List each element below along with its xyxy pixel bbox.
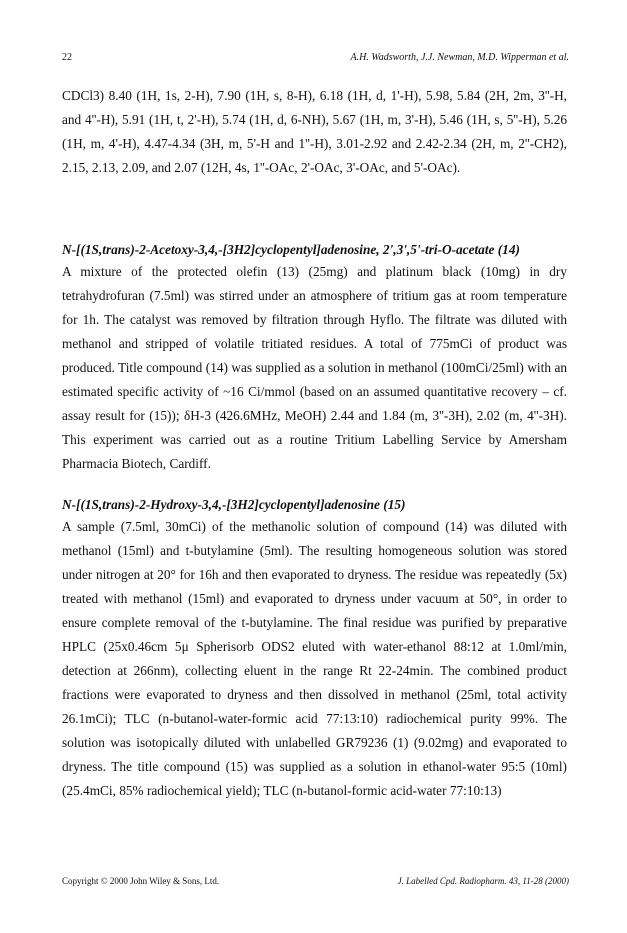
copyright-notice: Copyright © 2000 John Wiley & Sons, Ltd. (62, 876, 220, 886)
paragraph-text: A mixture of the protected olefin (13) (25mg) and platinum black (10mg) in dry tetrahydrofuran (7.5ml) was stirred under an atmosphere of tritium gas at room temperature for 1h. The catalyst was removed by filtration through Hyflo. The filtrate was diluted with methanol and stripped of volatile tritiated residues. A total of 775mCi of product was produced. Title compound (14) was supplied as a solution in methanol (100mCi/25ml) with an estimated specific activity of ~16 Ci/mmol (based on an assumed quantitative recovery – cf. assay result for (15)); δH-3 (426.6MHz, MeOH) 2.44 and 1.84 (m, 3''-3H), 2.02 (m, 4''-3H). This experiment was carried out as a routine Tritium Labelling Service by Amersham Pharmacia Biotech, Cardiff. (62, 264, 567, 471)
paragraph-compound-15-procedure (62, 515, 567, 803)
section-heading-compound-15 (62, 493, 567, 517)
paragraph-text: CDCl3) 8.40 (1H, 1s, 2-H), 7.90 (1H, s, 8-H), 6.18 (1H, d, 1'-H), 5.98, 5.84 (2H, 2m, 3''-H, and 4''-H), 5.91 (1H, t, 2'-H), 5.74 (1H, d, 6-NH), 5.67 (1H, m, 3'-H), 5.46 (1H, s, 5''-H), 5.26 (1H, m, 4'-H), 4.47-4.34 (3H, m, 5'-H and 1''-H), 3.01-2.92 and 2.42-2.34 (2H, m, 2''-CH2), 2.15, 2.13, 2.09, and 2.07 (12H, 4s, 1''-OAc, 2'-OAc, 3'-OAc, and 5'-OAc). (62, 88, 567, 175)
running-head: A.H. Wadsworth, J.J. Newman, M.D. Wipperman et al. (350, 52, 569, 63)
paragraph-text: A sample (7.5ml, 30mCi) of the methanolic solution of compound (14) was diluted with methanol (15ml) and t-butylamine (5ml). The resulting homogeneous solution was stored under nitrogen at 20° for 16h and then evaporated to dryness. The residue was repeatedly (5x) treated with methanol (15ml) and evaporated to dryness under vacuum at 50°, in order to ensure complete removal of the t-butylamine. The final residue was purified by preparative HPLC (25x0.46cm 5μ Spherisorb ODS2 eluted with water-ethanol 88:12 at 1.0ml/min, detection at 266nm), collecting eluent in the range Rt 22-24min. The combined product fractions were evaporated to dryness and then dissolved in methanol (25ml, total activity 26.1mCi); TLC (n-butanol-water-formic acid 77:13:10) radiochemical purity 99%. The solution was isotopically diluted with unlabelled GR79236 (1) (9.02mg) and evaporated to dryness. The title compound (15) was supplied as a solution in ethanol-water 95:5 (10ml) (25.4mCi, 85% radiochemical yield); TLC (n-butanol-formic acid-water 77:10:13) (62, 519, 567, 798)
heading-text: N-[(1S,trans)-2-Acetoxy-3,4,-[3H2]cyclopentyl]adenosine, 2',3',5'-tri-O-acetate (14) (62, 242, 520, 257)
journal-citation: J. Labelled Cpd. Radiopharm. 43, 11-28 (2000) (397, 876, 569, 886)
paragraph-compound-14-procedure (62, 260, 567, 476)
heading-text: N-[(1S,trans)-2-Hydroxy-3,4,-[3H2]cyclopentyl]adenosine (15) (62, 497, 406, 512)
paragraph-nmr-data (62, 84, 567, 180)
section-heading-compound-14 (62, 238, 567, 262)
page-number: 22 (62, 52, 72, 63)
